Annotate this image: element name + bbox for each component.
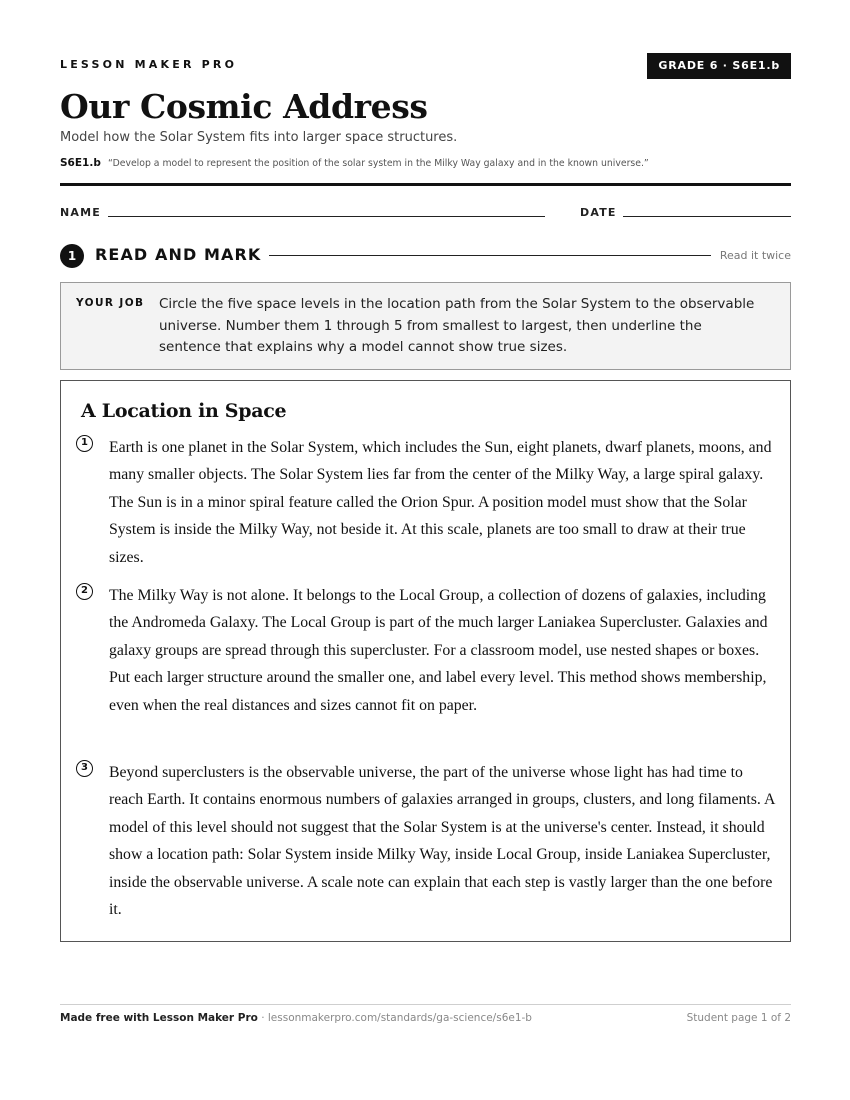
name-label: NAME <box>60 206 101 219</box>
paragraph-2 <box>76 582 776 719</box>
standard-code: S6E1.b <box>60 157 101 169</box>
footer-url[interactable]: lessonmakerpro.com/standards/ga-science/s6e1-b <box>267 1012 532 1024</box>
standard-text: “Develop a model to represent the position of the solar system in the Milky Way galaxy and in the known universe.” <box>108 158 649 169</box>
paragraph-number: 3 <box>76 760 93 777</box>
paragraph-1 <box>76 434 776 571</box>
section-number-badge: 1 <box>60 244 84 268</box>
instructions-text: Circle the five space levels in the location path from the Solar System to the observable universe. Number them 1 through 5 from smallest to largest, then underline the sentence that explains why a model cannot show true sizes. <box>159 296 755 355</box>
date-field[interactable] <box>623 216 791 217</box>
instructions-label: YOUR JOB <box>76 297 145 309</box>
date-label: DATE <box>580 206 617 219</box>
paragraph-3 <box>76 759 776 923</box>
footer-divider <box>60 1004 791 1005</box>
section-title: READ AND MARK <box>95 245 262 264</box>
header-divider <box>60 183 791 186</box>
worksheet-page <box>60 0 791 1100</box>
standard-line <box>60 157 649 169</box>
paragraph-text: Beyond superclusters is the observable universe, the part of the universe whose light has had time to reach Earth. It contains enormous numbers of galaxies arranged in groups, clusters, and long filaments. A model of this level should not suggest that the Solar System is at the universe's center. Instead, it should show a location path: Solar System inside Milky Way, inside Local Group, inside Laniakea Supercluster, inside the observable universe. A scale note can explain that each step is vastly larger than the one before it. <box>109 764 775 919</box>
footer-separator: · <box>257 1012 268 1024</box>
footer-made-with: Made free with Lesson Maker Pro <box>60 1012 258 1024</box>
paragraph-text: The Milky Way is not alone. It belongs to the Local Group, a collection of dozens of galaxies, including the Andromeda Galaxy. The Local Group is part of the much larger Laniakea Supercluster. Galaxies and galaxy groups are spread through this supercluster. For a classroom model, use nested shapes or boxes. Put each larger structure around the smaller one, and label every level. This method shows membership, even when the real distances and sizes cannot fit on paper. <box>109 587 768 714</box>
footer-page-number: Student page 1 of 2 <box>686 1012 791 1024</box>
reading-title: A Location in Space <box>81 400 287 422</box>
paragraph-text: Earth is one planet in the Solar System, which includes the Sun, eight planets, dwarf planets, moons, and many smaller objects. The Solar System lies far from the center of the Milky Way, a large spiral galaxy. The Sun is in a minor spiral feature called the Orion Spur. A position model must show that the Solar System is inside the Milky Way, not beside it. At this scale, planets are too small to draw at their true sizes. <box>109 439 772 566</box>
instructions-box <box>60 282 791 370</box>
section-note: Read it twice <box>719 249 791 262</box>
footer-credit <box>60 1012 532 1024</box>
paragraph-number: 1 <box>76 435 93 452</box>
section-divider <box>269 255 711 256</box>
reading-passage <box>60 380 791 942</box>
page-subtitle: Model how the Solar System fits into larger space structures. <box>60 130 458 145</box>
page-title: Our Cosmic Address <box>60 87 428 126</box>
brand-name: LESSON MAKER PRO <box>60 58 238 71</box>
name-field[interactable] <box>108 216 545 217</box>
paragraph-number: 2 <box>76 583 93 600</box>
grade-badge: GRADE 6 · S6E1.b <box>647 53 791 79</box>
